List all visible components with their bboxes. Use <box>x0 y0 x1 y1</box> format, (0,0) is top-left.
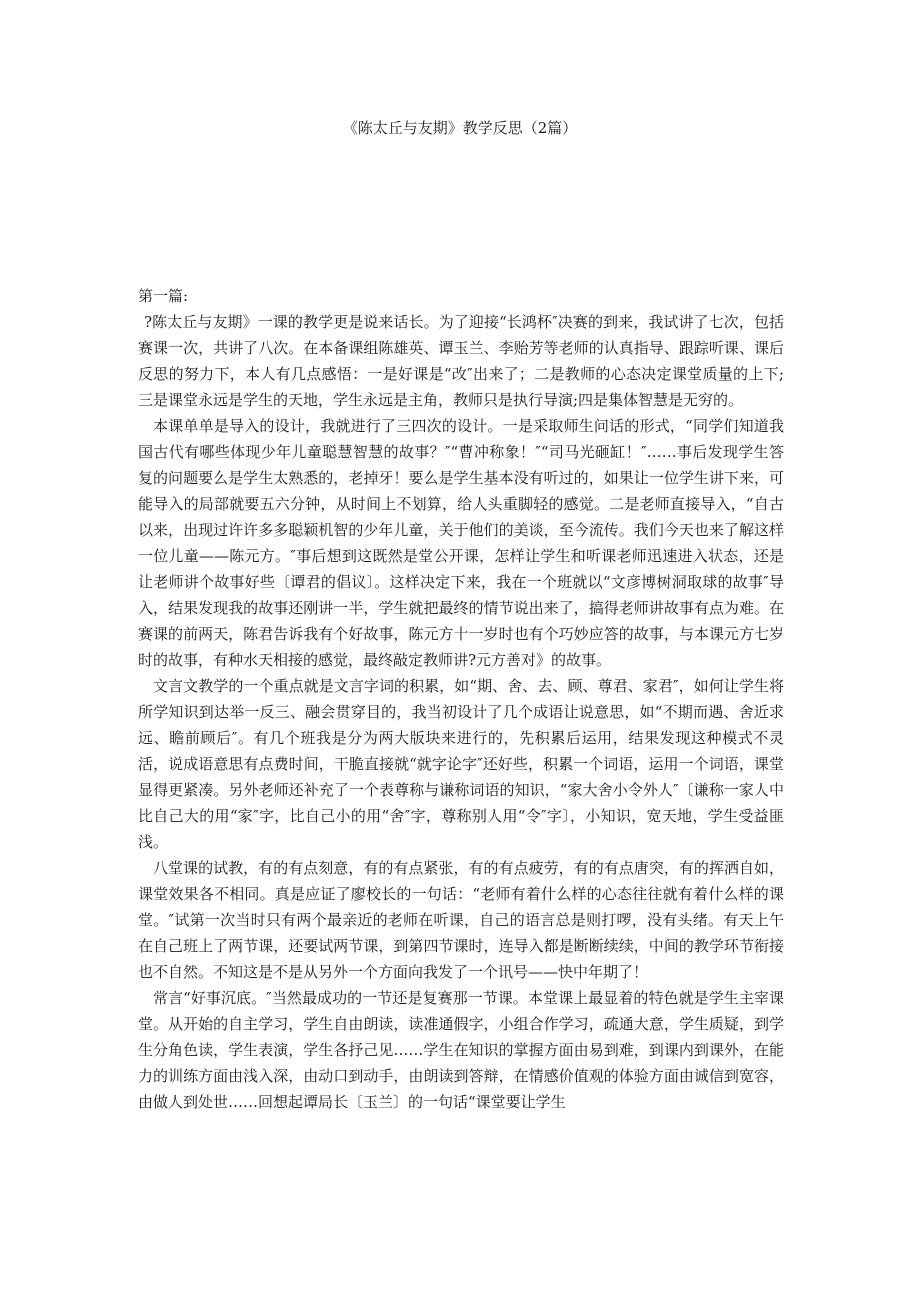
section-heading: 第一篇: <box>138 287 189 305</box>
paragraph: ?陈太丘与友期》一课的教学更是说来话长。为了迎接“长鸿杯″决赛的到来，我试讲了七次，包括赛课一次，共讲了八次。在本备课组陈雄英、谭玉兰、李贻芳等老师的认真指导、跟踪听课、课后反思的努力下，本人有几点感悟：一是好课是“改″出来了；二是教师的心态决定课堂质量的上下;三是课堂永远是学生的天地，学生永远是主角，教师只是执行导演;四是集体智慧是无穷的。 <box>138 313 784 409</box>
paragraph: 本课单单是导入的设计，我就进行了三四次的设计。一是采取师生问话的形式，“同学们知道我国古代有哪些体现少年儿童聪慧智慧的故事？″“曹冲称象！″“司马光砸缸！″……事后发现学生答复的问题要么是学生太熟悉的，老掉牙！要么是学生基本没有听过的，如果让一位学生讲下来，可能导入的局部就要五六分钟，从时间上不划算，给人头重脚轻的感觉。二是老师直接导入，“自古以来，出现过许许多多聪颖机智的少年儿童，关于他们的美谈，至今流传。我们今天也来了解这样一位儿童——陈元方。″事后想到这既然是堂公开课，怎样让学生和听课老师迅速进入状态，还是让老师讲个故事好些〔谭君的倡议〕。这样决定下来，我在一个班就以“文彦博树洞取球的故事″导入，结果发现我的故事还刚讲一半，学生就把最终的情节说出来了，搞得老师讲故事有点为难。在赛课的前两天，陈君告诉我有个好故事，陈元方十一岁时也有个巧妙应答的故事，与本课元方七岁时的故事，有种水天相接的感觉，最终敲定教师讲?元方善对》的故事。 <box>138 417 784 669</box>
paragraph: 文言文教学的一个重点就是文言字词的积累，如“期、舍、去、顾、尊君、家君″，如何让学生将所学知识到达举一反三、融会贯穿目的，我当初设计了几个成语让说意思，如“不期而遇、舍近求远、瞻前顾后″。有几个班我是分为两大版块来进行的，先积累后运用，结果发现这种模式不灵活，说成语意思有点费时间，干脆直接就“就字论字″还好些，积累一个词语，运用一个词语，课堂显得更紧凑。另外老师还补充了一个表尊称与谦称词语的知识，“家大舍小令外人″〔谦称一家人中比自己大的用“家″字，比自己小的用“舍″字，尊称别人用“令″字〕，小知识，宽天地，学生受益匪浅。 <box>138 677 784 851</box>
paragraph: 常言“好事沉底。″当然最成功的一节还是复赛那一节课。本堂课上最显着的特色就是学生主宰课堂。从开始的自主学习，学生自由朗读，读准通假字，小组合作学习，疏通大意，学生质疑，到学生分角色读，学生表演，学生各抒己见……学生在知识的掌握方面由易到难，到课内到课外，在能力的训练方面由浅入深，由动口到动手，由朗读到答辩，在情感价值观的体验方面由诚信到宽容，由做人到处世……回想起谭局长〔玉兰〕的一句话“课堂要让学生 <box>138 989 784 1111</box>
paragraph: 八堂课的试教，有的有点刻意，有的有点紧张，有的有点疲劳，有的有点唐突，有的挥洒自如，课堂效果各不相同。真是应证了廖校长的一句话：“老师有着什么样的心态往往就有着什么样的课堂。″试第一次当时只有两个最亲近的老师在听课，自己的语言总是则打啰，没有头绪。有天上午在自己班上了两节课，还要试两节课，到第四节课时，连导入都是断断续续，中间的教学环节衔接也不自然。不知这是不是从另外一个方面向我发了一个讯号——快中年期了！ <box>138 859 784 981</box>
document-title: 《陈太丘与友期》教学反思（2篇） <box>342 119 578 137</box>
document-body <box>138 283 784 1115</box>
